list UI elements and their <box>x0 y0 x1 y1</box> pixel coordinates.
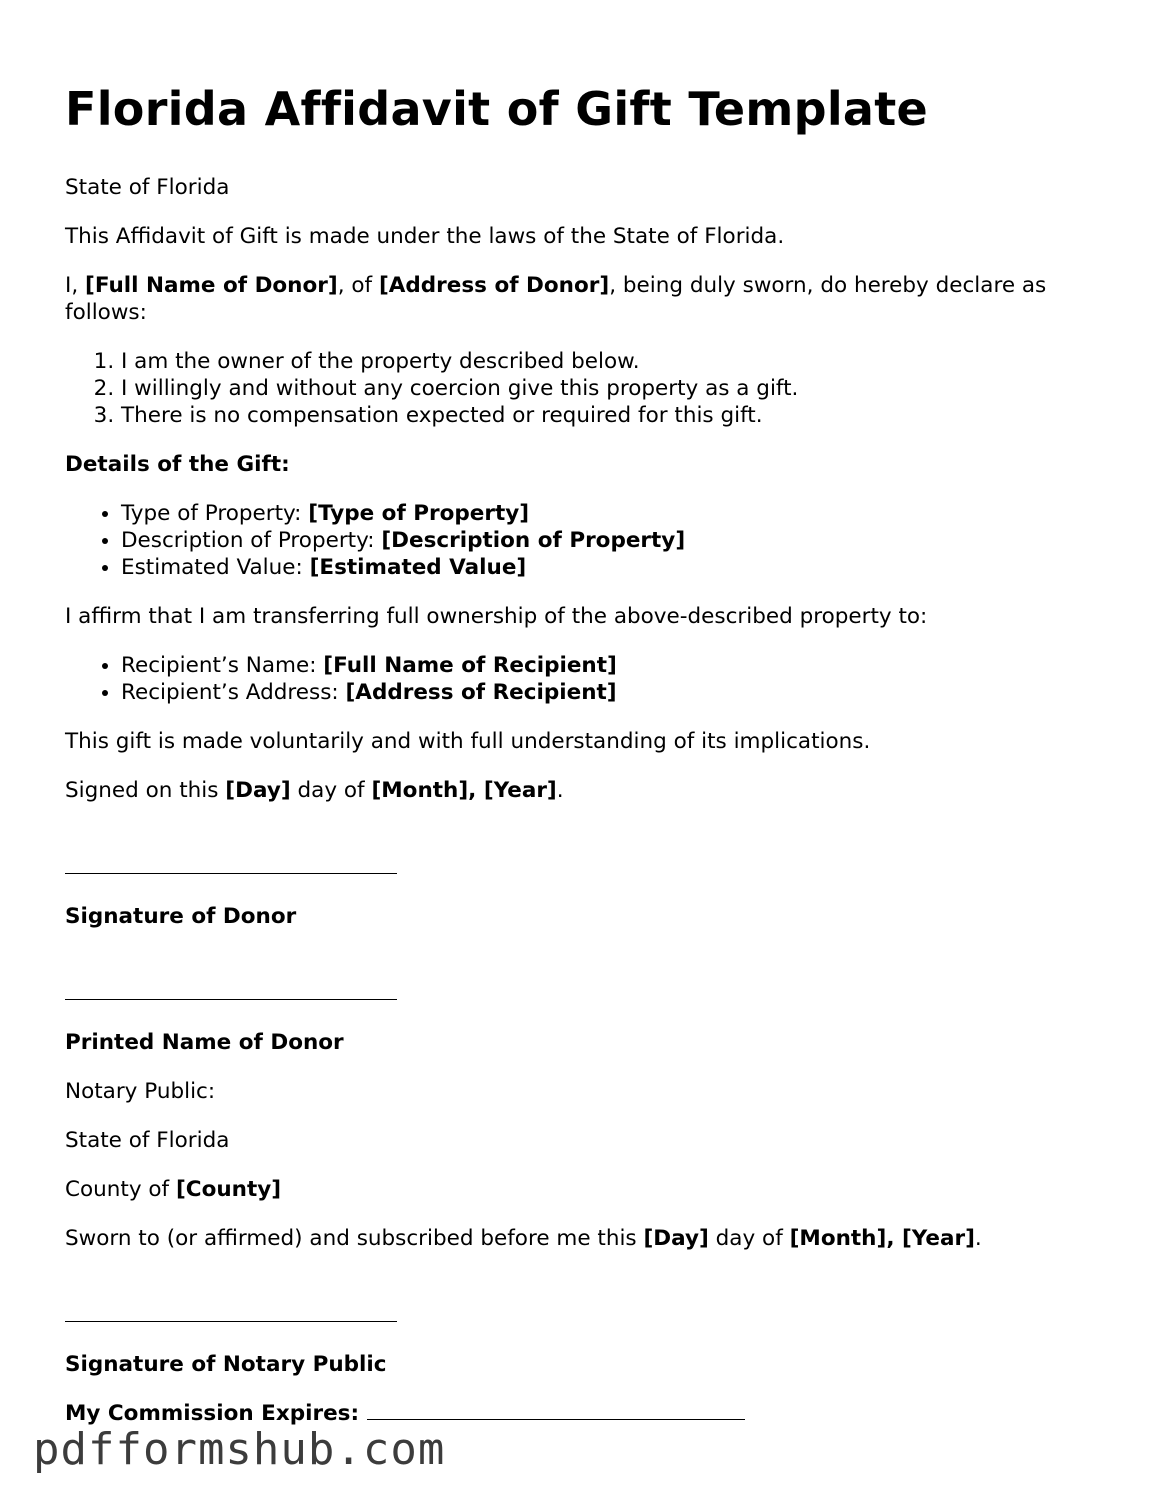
list-item: • Estimated Value: [Estimated Value] <box>121 554 1105 581</box>
commission-expires: My Commission Expires: <box>65 1400 1105 1427</box>
list-item: 1. I am the owner of the property described below. <box>121 348 1105 375</box>
document-page <box>65 78 1105 1449</box>
document-title: Florida Affidavit of Gift Template <box>65 82 929 136</box>
list-item: 3. There is no compensation expected or required for this gift. <box>121 402 1105 429</box>
signed-date-line: Signed on this [Day] day of [Month], [Year]. <box>65 778 564 803</box>
list-item: • Description of Property: [Description of Property] <box>121 527 1105 554</box>
signature-blank <box>65 1303 397 1322</box>
notary-state: State of Florida <box>65 1128 230 1153</box>
donor-name-placeholder: [Full Name of Donor] <box>85 273 338 298</box>
state-line: State of Florida <box>65 175 230 200</box>
signature-donor-label: Signature of Donor <box>65 904 297 929</box>
commission-blank <box>367 1401 745 1420</box>
statements-list <box>65 348 1105 429</box>
notary-sworn-line: Sworn to (or affirmed) and subscribed before me this [Day] day of [Month], [Year]. <box>65 1226 982 1251</box>
signature-blank <box>65 981 397 1000</box>
notary-heading: Notary Public: <box>65 1079 216 1104</box>
printed-name-label: Printed Name of Donor <box>65 1030 344 1055</box>
notary-signature-line <box>65 1274 1105 1329</box>
list-item: • Recipient’s Name: [Full Name of Recipient] <box>121 652 1105 679</box>
recipient-list <box>65 652 1105 706</box>
declaration-paragraph: I, [Full Name of Donor], of [Address of Donor], being duly sworn, do hereby declare as follows: <box>65 273 1047 325</box>
signature-blank <box>65 855 397 874</box>
printed-name-line <box>65 952 1105 1007</box>
gift-details-list <box>65 500 1105 581</box>
donor-address-placeholder: [Address of Donor] <box>378 273 610 298</box>
donor-signature-line <box>65 826 1105 881</box>
intro-paragraph: This Affidavit of Gift is made under the laws of the State of Florida. <box>65 224 785 249</box>
notary-county: County of [County] <box>65 1177 282 1202</box>
watermark: pdfformshub.com <box>33 1424 446 1475</box>
list-item: • Type of Property: [Type of Property] <box>121 500 1105 527</box>
voluntary-statement: This gift is made voluntarily and with full understanding of its implications. <box>65 729 871 754</box>
gift-details-heading: Details of the Gift: <box>65 452 290 477</box>
transfer-statement: I affirm that I am transferring full ownership of the above-described property to: <box>65 604 928 629</box>
notary-signature-label: Signature of Notary Public <box>65 1352 387 1377</box>
list-item: 2. I willingly and without any coercion give this property as a gift. <box>121 375 1105 402</box>
list-item: • Recipient’s Address: [Address of Recipient] <box>121 679 1105 706</box>
